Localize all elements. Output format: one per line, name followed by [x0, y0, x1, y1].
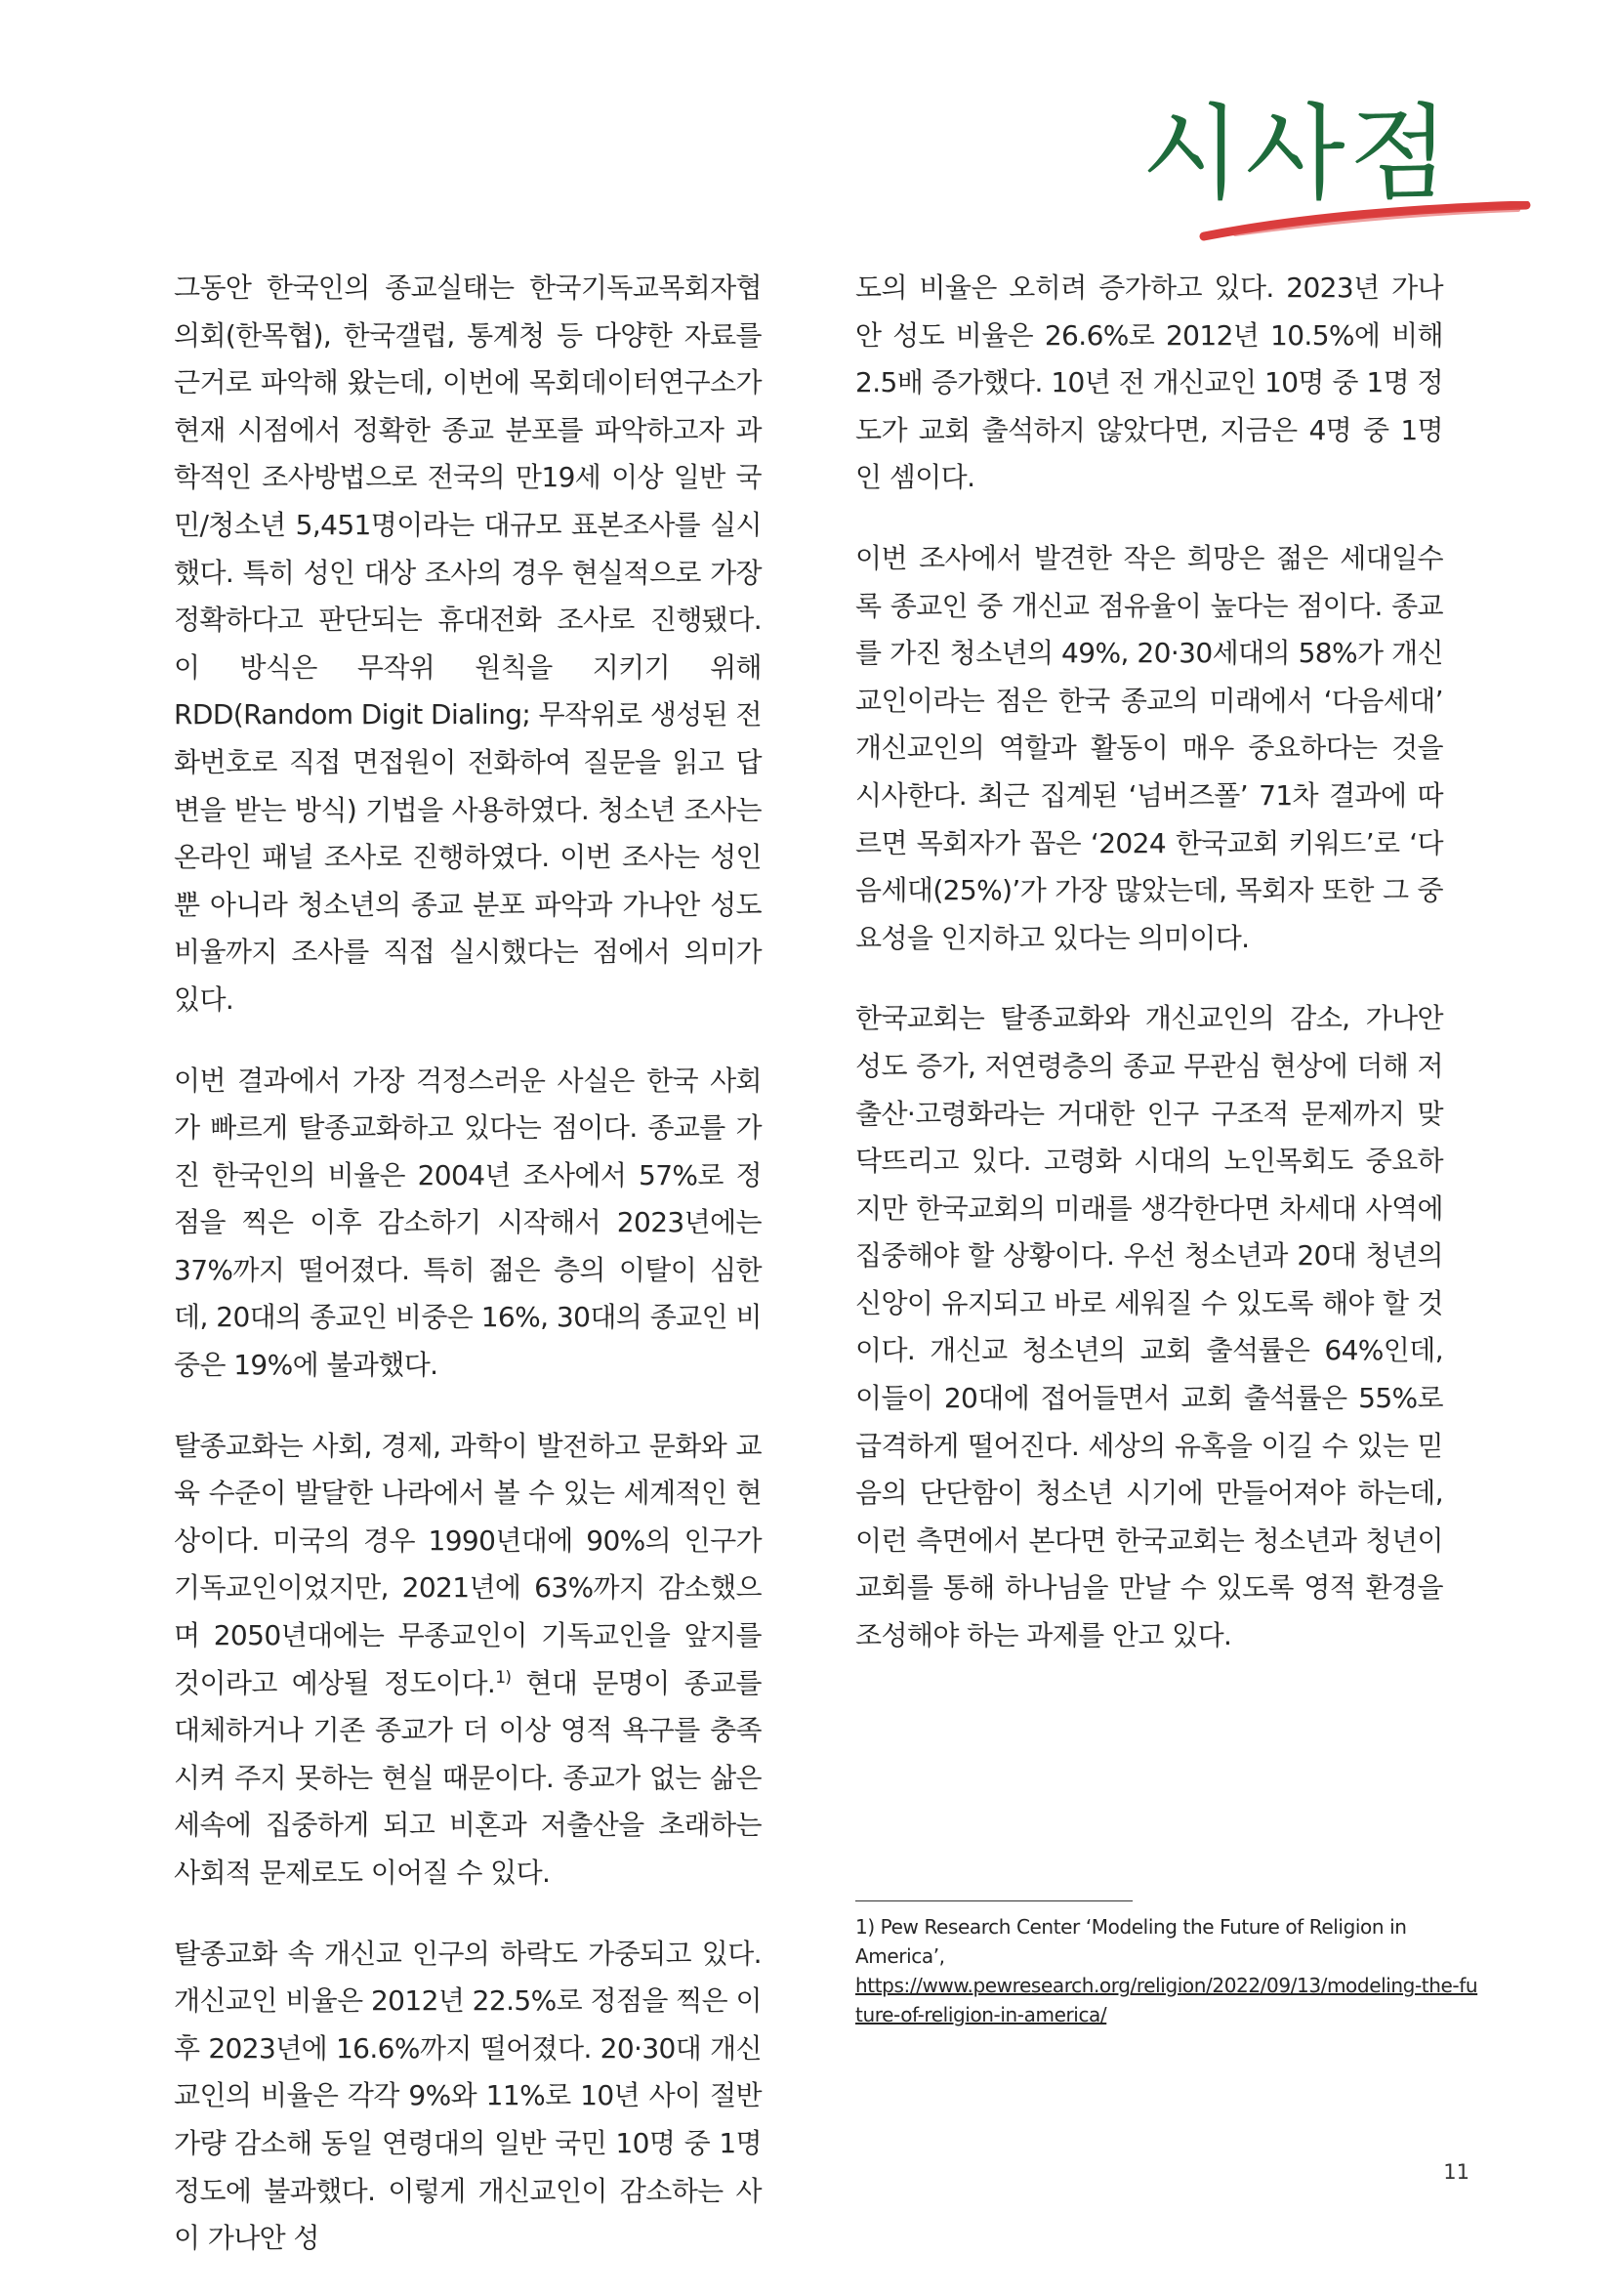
footnote-divider [855, 1900, 1133, 1901]
paragraph-text: 탈종교화는 사회, 경제, 과학이 발전하고 문화와 교육 수준이 발달한 나라에서 볼 수 있는 세계적인 현상이다. 미국의 경우 1990년대에 90%의 인구가 기독교인이었지만, 2021년에 63%까지 감소했으며 2050년대에는 무종교인이 기독교인을 앞지를 것이라고 예상될 정도이다. [174, 1429, 762, 1699]
footnote-reference[interactable]: 1) [495, 1667, 512, 1688]
paragraph: 이번 결과에서 가장 걱정스러운 사실은 한국 사회가 빠르게 탈종교화하고 있다는 점이다. 종교를 가진 한국인의 비율은 2004년 조사에서 57%로 정점을 찍은 이후 감소하기 시작해서 2023년에는 37%까지 떨어졌다. 특히 젊은 층의 이탈이 심한데, 20대의 종교인 비중은 16%, 30대의 종교인 비중은 19%에 불과했다. [174, 1064, 762, 1382]
right-column [855, 265, 1443, 1693]
red-brush-underline [1196, 201, 1533, 250]
paragraph: 이번 조사에서 발견한 작은 희망은 젊은 세대일수록 종교인 중 개신교 점유율이 높다는 점이다. 종교를 가진 청소년의 49%, 20·30세대의 58%가 개신교인이라는 점은 한국 종교의 미래에서 ‘다음세대’ 개신교인의 역할과 활동이 매우 중요하다는 것을 시사한다. 최근 집계된 ‘넘버즈폴’ 71차 결과에 따르면 목회자가 꼽은 ‘2024 한국교회 키워드’로 ‘다음세대(25%)’가 가장 많았는데, 목회자 또한 그 중요성을 인지하고 있다는 의미이다. [855, 541, 1443, 954]
paragraph-text: 현대 문명이 종교를 대체하거나 기존 종교가 더 이상 영적 욕구를 충족시켜 주지 못하는 현실 때문이다. 종교가 없는 삶은 세속에 집중하게 되고 비혼과 저출산을 초래하는 사회적 문제로도 이어질 수 있다. [174, 1666, 762, 1889]
section-title: 시사점 [1140, 94, 1453, 214]
left-column [174, 265, 762, 2296]
paragraph: 탈종교화 속 개신교 인구의 하락도 가중되고 있다. 개신교인 비율은 2012년 22.5%로 정점을 찍은 이후 2023년에 16.6%까지 떨어졌다. 20·30대 개신교인의 비율은 각각 9%와 11%로 10년 사이 절반가량 감소해 동일 연령대의 일반 국민 10명 중 1명 정도에 불과했다. 이렇게 개신교인이 감소하는 사이 가나안 성 [174, 1937, 762, 2255]
paragraph: 도의 비율은 오히려 증가하고 있다. 2023년 가나안 성도 비율은 26.6%로 2012년 10.5%에 비해 2.5배 증가했다. 10년 전 개신교인 10명 중 1명 정도가 교회 출석하지 않았다면, 지금은 4명 중 1명인 셈이다. [855, 271, 1443, 494]
page-number: 11 [1443, 2160, 1469, 2184]
footnote [855, 1912, 1480, 2029]
paragraph: 한국교회는 탈종교화와 개신교인의 감소, 가나안 성도 증가, 저연령층의 종교 무관심 현상에 더해 저출산·고령화라는 거대한 인구 구조적 문제까지 맞닥뜨리고 있다. 고령화 시대의 노인목회도 중요하지만 한국교회의 미래를 생각한다면 차세대 사역에 집중해야 할 상황이다. 우선 청소년과 20대 청년의 신앙이 유지되고 바로 세워질 수 있도록 해야 할 것이다. 개신교 청소년의 교회 출석률은 64%인데, 이들이 20대에 접어들면서 교회 출석률은 55%로 급격하게 떨어진다. 세상의 유혹을 이길 수 있는 믿음의 단단함이 청소년 시기에 만들어져야 하는데, 이런 측면에서 본다면 한국교회는 청소년과 청년이 교회를 통해 하나님을 만날 수 있도록 영적 환경을 조성해야 하는 과제를 안고 있다. [855, 1002, 1443, 1652]
footnote-link[interactable]: https://www.pewresearch.org/religion/2022/09/13/modeling-the-future-of-religion-in-america/ [855, 1974, 1478, 2026]
footnote-text: 1) Pew Research Center ‘Modeling the Future of Religion in America’, [855, 1915, 1407, 1968]
paragraph: 그동안 한국인의 종교실태는 한국기독교목회자협의회(한목협), 한국갤럽, 통계청 등 다양한 자료를 근거로 파악해 왔는데, 이번에 목회데이터연구소가 현재 시점에서 정확한 종교 분포를 파악하고자 과학적인 조사방법으로 전국의 만19세 이상 일반 국민/청소년 5,451명이라는 대규모 표본조사를 실시했다. 특히 성인 대상 조사의 경우 현실적으로 가장 정확하다고 판단되는 휴대전화 조사로 진행됐다. 이 방식은 무작위 원칙을 지키기 위해 RDD(Random Digit Dialing; 무작위로 생성된 전화번호로 직접 면접원이 전화하여 질문을 읽고 답변을 받는 방식) 기법을 사용하였다. 청소년 조사는 온라인 패널 조사로 진행하였다. 이번 조사는 성인뿐 아니라 청소년의 종교 분포 파악과 가나안 성도 비율까지 조사를 직접 실시했다는 점에서 의미가 있다. [174, 271, 762, 1016]
paragraph [174, 1423, 762, 1898]
